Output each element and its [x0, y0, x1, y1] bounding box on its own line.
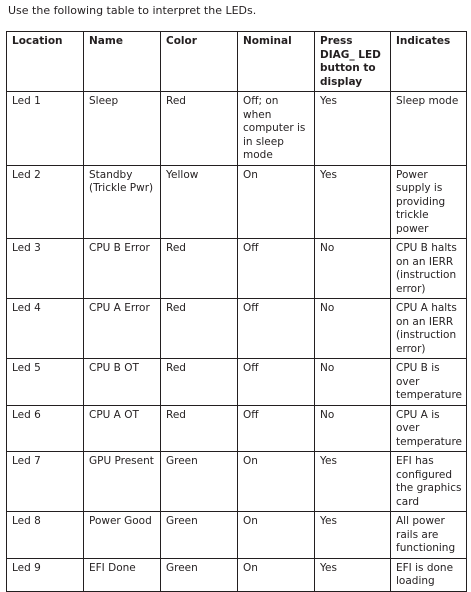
table-row: [7, 92, 467, 166]
cell-name: Standby (Trickle Pwr): [84, 165, 161, 239]
cell-location: Led 9: [7, 558, 84, 591]
cell-nominal: On: [238, 452, 315, 512]
table-row: [7, 512, 467, 559]
table-row: [7, 405, 467, 452]
cell-name: GPU Present: [84, 452, 161, 512]
cell-color: Red: [161, 359, 238, 406]
cell-nominal: Off: [238, 239, 315, 299]
cell-indicates: EFI is done loading: [391, 558, 467, 591]
cell-indicates: All power rails are functioning: [391, 512, 467, 559]
header-row: [7, 32, 467, 92]
cell-color: Red: [161, 92, 238, 166]
cell-indicates: Power supply is providing trickle power: [391, 165, 467, 239]
cell-press-diag: Yes: [315, 558, 391, 591]
header-nominal: Nominal: [238, 32, 315, 92]
cell-press-diag: No: [315, 405, 391, 452]
cell-location: Led 5: [7, 359, 84, 406]
cell-nominal: Off: [238, 359, 315, 406]
cell-indicates: CPU A is over temperature: [391, 405, 467, 452]
cell-color: Green: [161, 452, 238, 512]
table-row: [7, 452, 467, 512]
cell-location: Led 7: [7, 452, 84, 512]
cell-name: CPU B OT: [84, 359, 161, 406]
cell-press-diag: No: [315, 299, 391, 359]
cell-color: Green: [161, 512, 238, 559]
table-row: [7, 239, 467, 299]
cell-indicates: Sleep mode: [391, 92, 467, 166]
cell-location: Led 1: [7, 92, 84, 166]
cell-color: Yellow: [161, 165, 238, 239]
cell-name: Power Good: [84, 512, 161, 559]
cell-location: Led 6: [7, 405, 84, 452]
cell-press-diag: Yes: [315, 165, 391, 239]
cell-indicates: EFI has configured the graphics card: [391, 452, 467, 512]
header-indicates: Indicates: [391, 32, 467, 92]
cell-indicates: CPU B is over temperature: [391, 359, 467, 406]
cell-press-diag: No: [315, 359, 391, 406]
cell-location: Led 3: [7, 239, 84, 299]
header-location: Location: [7, 32, 84, 92]
cell-color: Red: [161, 405, 238, 452]
cell-press-diag: No: [315, 239, 391, 299]
cell-nominal: On: [238, 512, 315, 559]
cell-location: Led 2: [7, 165, 84, 239]
led-table: [6, 31, 467, 592]
header-press-diag: Press DIAG_ LED button to display: [315, 32, 391, 92]
cell-nominal: Off: [238, 405, 315, 452]
cell-name: CPU A Error: [84, 299, 161, 359]
cell-indicates: CPU A halts on an IERR (instruction error): [391, 299, 467, 359]
cell-nominal: Off: [238, 299, 315, 359]
cell-nominal: Off; on when computer is in sleep mode: [238, 92, 315, 166]
cell-name: CPU B Error: [84, 239, 161, 299]
table-row: [7, 359, 467, 406]
cell-location: Led 4: [7, 299, 84, 359]
cell-name: Sleep: [84, 92, 161, 166]
cell-press-diag: Yes: [315, 512, 391, 559]
cell-indicates: CPU B halts on an IERR (instruction error): [391, 239, 467, 299]
cell-name: EFI Done: [84, 558, 161, 591]
cell-location: Led 8: [7, 512, 84, 559]
cell-color: Red: [161, 239, 238, 299]
cell-press-diag: Yes: [315, 92, 391, 166]
table-row: [7, 165, 467, 239]
cell-color: Red: [161, 299, 238, 359]
header-color: Color: [161, 32, 238, 92]
intro-text: Use the following table to interpret the LEDs.: [8, 4, 257, 17]
table-row: [7, 299, 467, 359]
table-row: [7, 558, 467, 591]
cell-press-diag: Yes: [315, 452, 391, 512]
cell-nominal: On: [238, 558, 315, 591]
cell-name: CPU A OT: [84, 405, 161, 452]
cell-nominal: On: [238, 165, 315, 239]
cell-color: Green: [161, 558, 238, 591]
header-name: Name: [84, 32, 161, 92]
